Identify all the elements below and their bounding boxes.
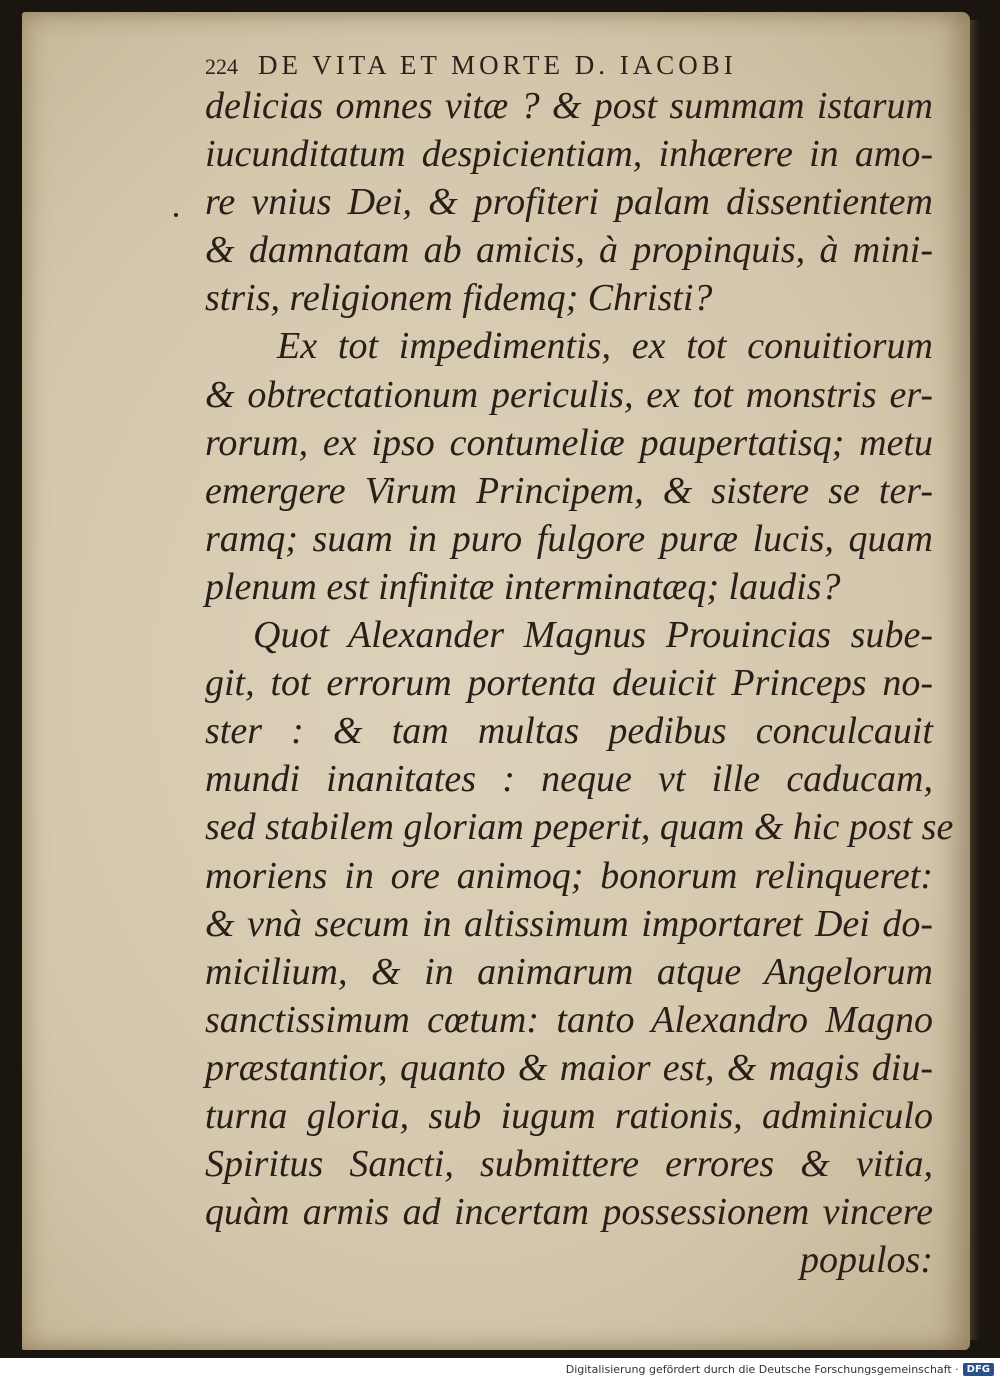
text-line: & damnatam ab amicis, à propinquis, à mini-: [205, 229, 933, 272]
text-line: emergere Virum Principem, & sistere se ter-: [205, 469, 933, 512]
text-line: & vnà secum in altissimum importaret Dei do-: [205, 902, 933, 945]
text-line: Spiritus Sancti, submittere errores & vitia,: [205, 1143, 933, 1186]
text-line: populos:: [800, 1239, 933, 1282]
text-line: ster : & tam multas pedibus conculcauit: [205, 710, 933, 753]
ink-dot: [174, 213, 178, 217]
text-line: plenum est infinitæ interminatæq; laudis?: [205, 565, 841, 608]
text-line: mundi inanitates : neque vt ille caducam,: [205, 758, 933, 801]
page-number: 224: [205, 54, 238, 79]
text-line: sanctissimum cœtum: tanto Alexandro Magno: [205, 998, 933, 1041]
body-text: [205, 82, 954, 1284]
text-line: præstantior, quanto & maior est, & magis diu-: [205, 1046, 933, 1089]
text-line: sed stabilem gloriam peperit, quam & hic post se: [205, 806, 954, 849]
text-line: & obtrectationum periculis, ex tot monstris er-: [205, 373, 933, 416]
running-head: [205, 50, 925, 81]
text-line: iucunditatum despicientiam, inhærere in amo-: [205, 133, 933, 176]
text-line: moriens in ore animoq; bonorum relinqueret:: [205, 854, 933, 897]
text-line: micilium, & in animarum atque Angelorum: [205, 950, 933, 993]
text-line: re vnius Dei, & profiteri palam dissentientem: [205, 181, 933, 224]
text-line: turna gloria, sub iugum rationis, adminiculo: [205, 1094, 933, 1137]
dfg-logo: DFG: [963, 1363, 994, 1376]
text-line: stris, religionem fidemq; Christi?: [205, 277, 713, 320]
footer-credit: Digitalisierung gefördert durch die Deutsche Forschungsgemeinschaft ·: [565, 1362, 959, 1376]
text-line: delicias omnes vitæ ? & post summam istarum: [205, 85, 933, 127]
text-line: Quot Alexander Magnus Prouincias sube-: [253, 614, 933, 657]
text-line: git, tot errorum portenta deuicit Princeps no-: [205, 662, 933, 705]
text-line: quàm armis ad incertam possessionem vincere: [205, 1191, 933, 1234]
running-title: DE VITA ET MORTE D. IACOBI: [258, 50, 737, 80]
text-line: rorum, ex ipso contumeliæ paupertatisq; metu: [205, 421, 933, 464]
text-line: Ex tot impedimentis, ex tot conuitiorum: [277, 325, 933, 368]
text-line: ramq; suam in puro fulgore puræ lucis, quam: [205, 517, 933, 560]
footer-bar: [0, 1358, 1000, 1380]
